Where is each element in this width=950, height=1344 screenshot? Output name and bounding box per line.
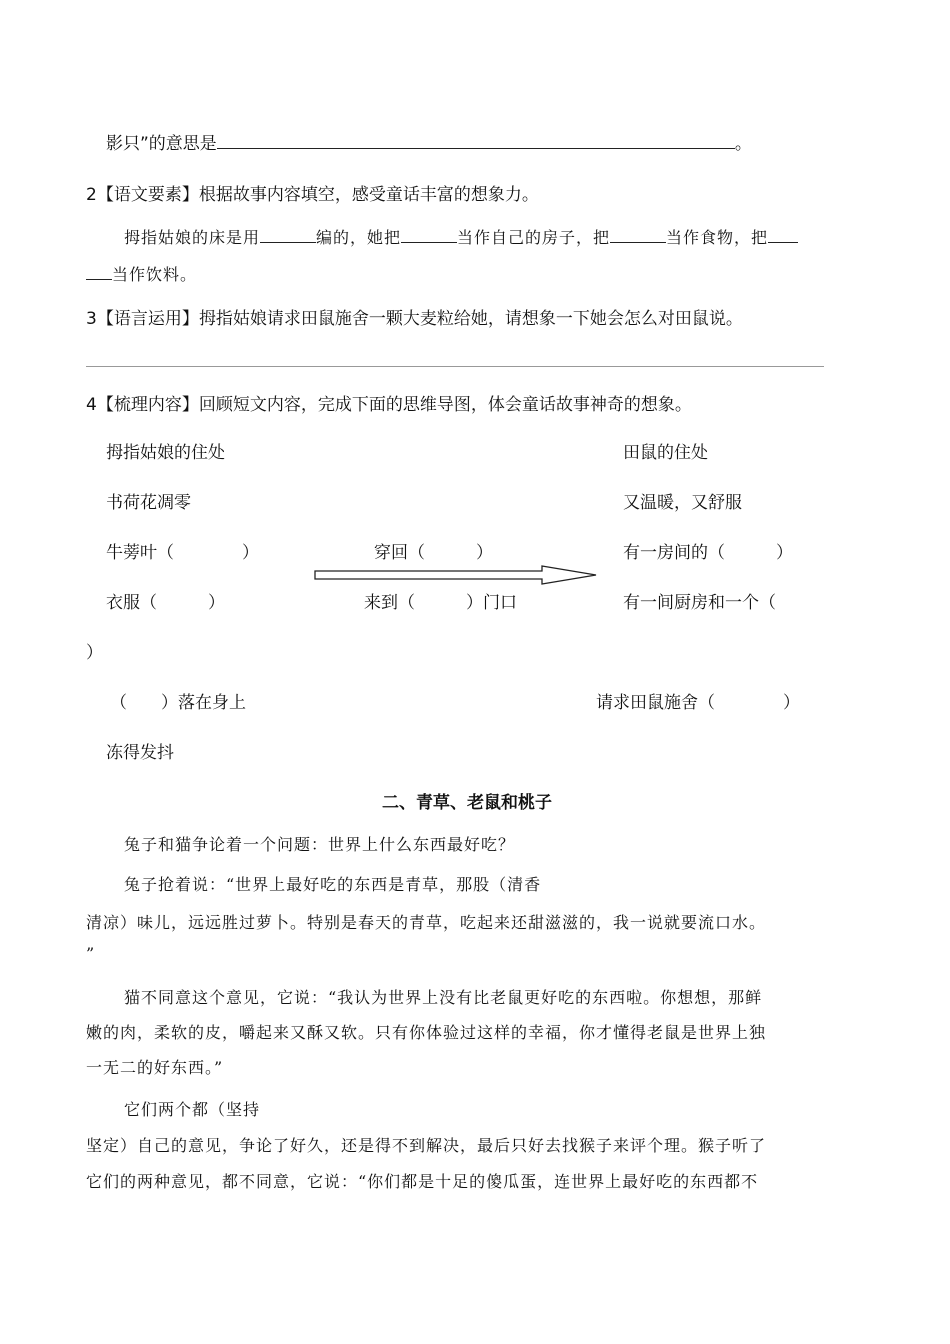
q2-blank-2[interactable]	[401, 241, 457, 243]
s2-p3-line2: 嫩的肉，柔软的皮，嚼起来又酥又软。只有你体验过这样的幸福，你才懂得老鼠是世界上独	[86, 1023, 767, 1042]
q1-line	[106, 129, 752, 154]
mindmap-left-row5: 冻得发抖	[106, 743, 174, 763]
mindmap-middle-bottom[interactable]: 来到（ ）门口	[364, 593, 517, 613]
q2-blank-3[interactable]	[610, 241, 666, 243]
mindmap-right-row3[interactable]: 有一间厨房和一个（	[623, 593, 776, 613]
s2-p4-line3: 它们的两种意见，都不同意，它说：“你们都是十足的傻瓜蛋，连世界上最好吃的东西都不	[86, 1172, 759, 1191]
q1-blank[interactable]	[217, 147, 735, 149]
q1-suffix: 。	[734, 134, 752, 154]
mindmap-middle-top[interactable]: 穿回（ ）	[374, 543, 493, 563]
q2-text-c: 当作自己的房子，把	[457, 228, 611, 247]
mindmap-right-row1: 又温暖，又舒服	[623, 493, 742, 513]
q2-blank-4a[interactable]	[768, 241, 798, 243]
s2-p3-line1: 猫不同意这个意见，它说：“我认为世界上没有比老鼠更好吃的东西啦。你想想，那鲜	[124, 988, 763, 1007]
q2-text-a: 拇指姑娘的床是用	[124, 228, 261, 247]
s2-p4-line2: 坚定）自己的意见，争论了好久，还是得不到解决，最后只好去找猴子来评个理。猴子听了	[86, 1136, 767, 1155]
mindmap-left-row4[interactable]: （ ）落在身上	[110, 693, 246, 713]
s2-p2-line1: 兔子抢着说：“世界上最好吃的东西是青草，那股（清香	[124, 875, 542, 894]
mindmap-left-row3[interactable]: 衣服（ ）	[106, 593, 225, 613]
s2-p4-line1: 它们两个都（坚持	[124, 1100, 261, 1119]
s2-p2-line3: ”	[86, 944, 96, 963]
arrow-right-icon	[312, 562, 602, 588]
mindmap-right-row3-close: ）	[86, 643, 103, 663]
q4-heading: 4【梳理内容】回顾短文内容，完成下面的思维导图，体会童话故事神奇的想象。	[86, 395, 692, 415]
mindmap-left-title: 拇指姑娘的住处	[106, 443, 225, 463]
q2-blank-1[interactable]	[260, 241, 316, 243]
s2-p2-line2: 清凉）味儿，远远胜过萝卜。特别是春天的青草，吃起来还甜滋滋的，我一说就要流口水。	[86, 913, 767, 932]
s2-p3-line3: 一无二的好东西。”	[86, 1058, 224, 1077]
q2-heading: 2【语文要素】根据故事内容填空，感受童话丰富的想象力。	[86, 185, 539, 205]
mindmap-right-row2[interactable]: 有一房间的（ ）	[623, 543, 793, 563]
q3-answer-line[interactable]	[86, 366, 824, 367]
q2-blank-4b[interactable]	[86, 278, 112, 280]
s2-p1: 兔子和猫争论着一个问题：世界上什么东西最好吃？	[124, 835, 516, 854]
q1-prefix: 影只”的意思是	[106, 134, 217, 154]
mindmap-left-row2[interactable]: 牛蒡叶（ ）	[106, 543, 259, 563]
mindmap-left-row1: 书荷花凋零	[106, 493, 191, 513]
q3-heading: 3【语言运用】拇指姑娘请求田鼠施舍一颗大麦粒给她，请想象一下她会怎么对田鼠说。	[86, 309, 743, 329]
q2-line2	[86, 262, 197, 285]
mindmap-right-title: 田鼠的住处	[623, 443, 708, 463]
section2-title: 二、青草、老鼠和桃子	[382, 793, 552, 813]
q2-text-b: 编的，她把	[316, 228, 402, 247]
q2-text-e: 当作饮料。	[112, 265, 198, 284]
q2-line1	[124, 225, 798, 248]
mindmap-right-row4[interactable]: 请求田鼠施舍（ ）	[596, 693, 800, 713]
q2-text-d: 当作食物，把	[666, 228, 769, 247]
